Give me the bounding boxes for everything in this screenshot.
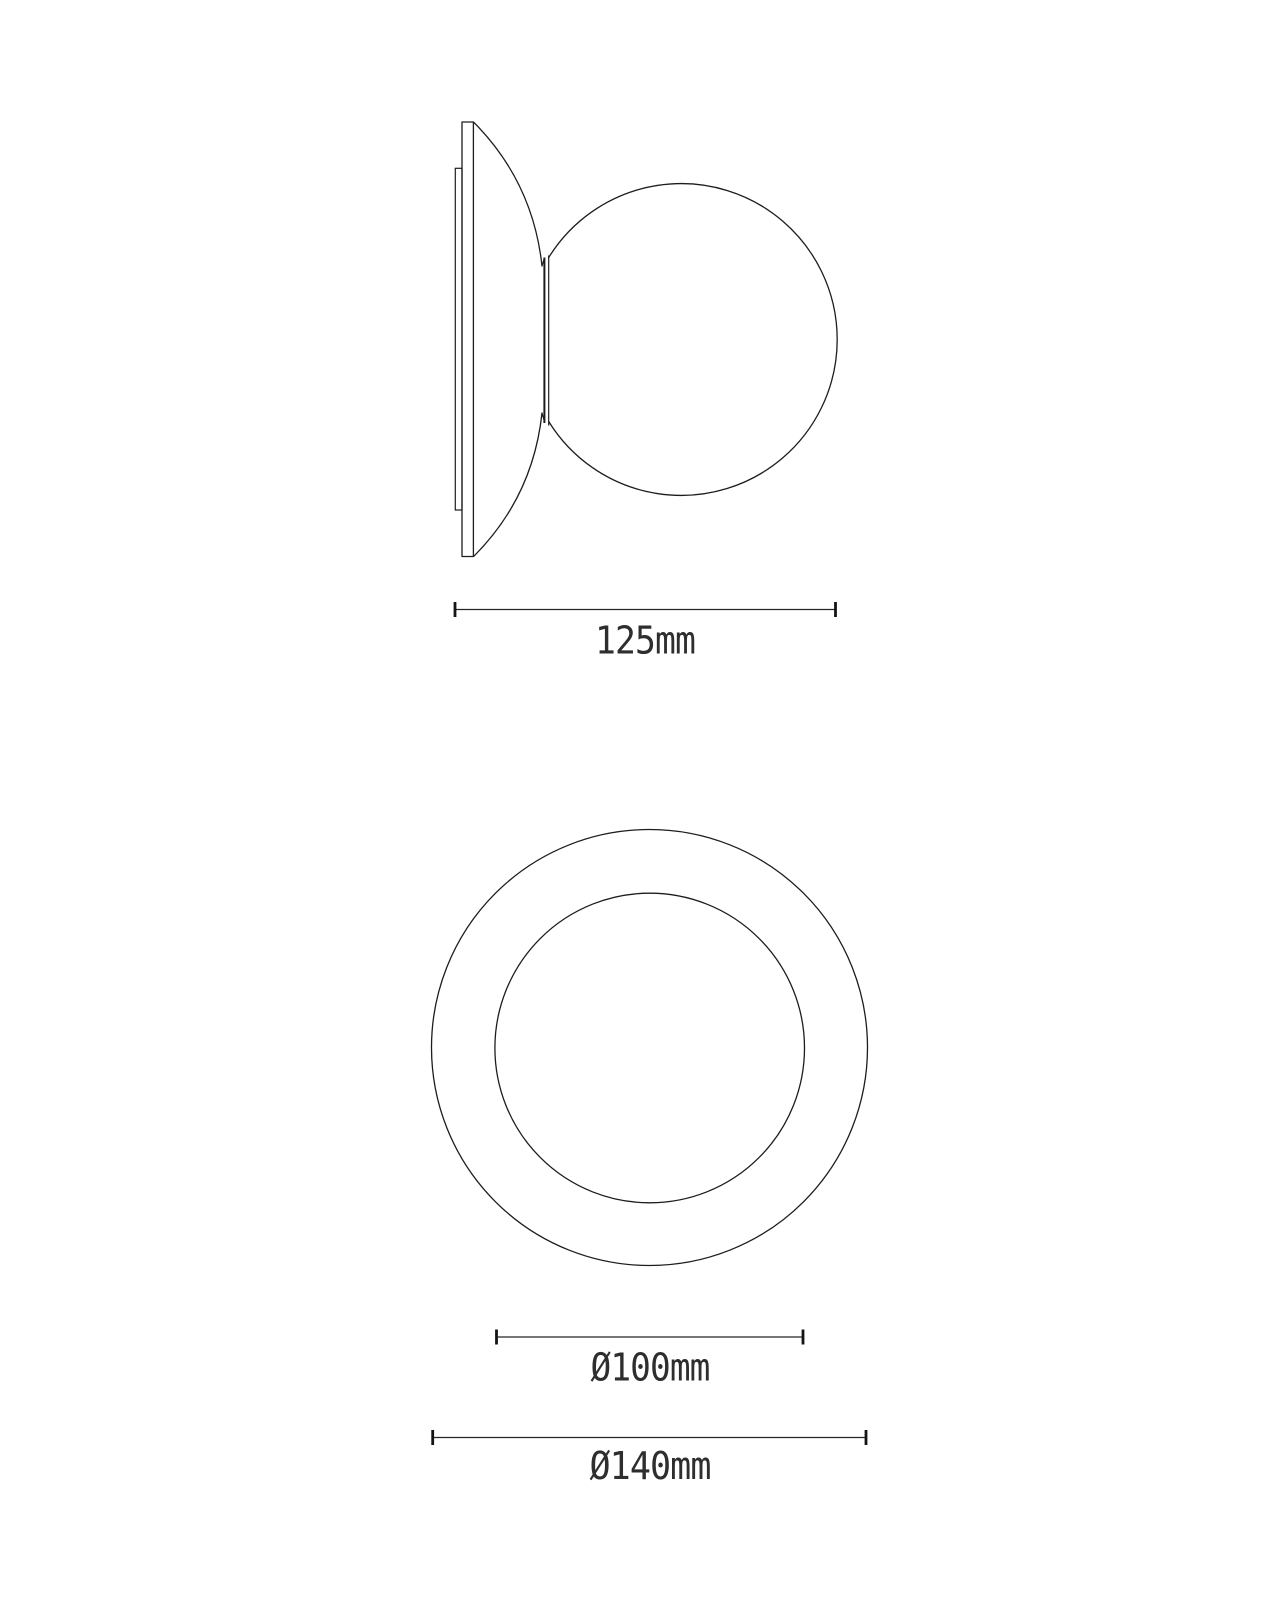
- dimension-globe-diameter: [497, 1330, 804, 1390]
- canopy-dome-bottom-edge: [474, 413, 542, 556]
- side-view: [455, 122, 837, 557]
- globe-circle: [495, 893, 805, 1203]
- canopy-base-plate-profile: [462, 122, 473, 557]
- dimension-label-depth: 125mm: [595, 618, 696, 663]
- canopy-rim-circle: [432, 830, 868, 1266]
- dimension-label-canopy-diameter: Ø140mm: [589, 1444, 711, 1488]
- dimension-side-depth: [455, 602, 836, 663]
- wall-plate-back-profile: [455, 168, 462, 510]
- dimension-label-globe-diameter: Ø100mm: [590, 1345, 710, 1390]
- dimension-canopy-diameter: [433, 1430, 866, 1488]
- front-view: [432, 830, 868, 1266]
- globe-profile: [549, 184, 837, 496]
- canopy-dome-top-edge: [474, 122, 542, 266]
